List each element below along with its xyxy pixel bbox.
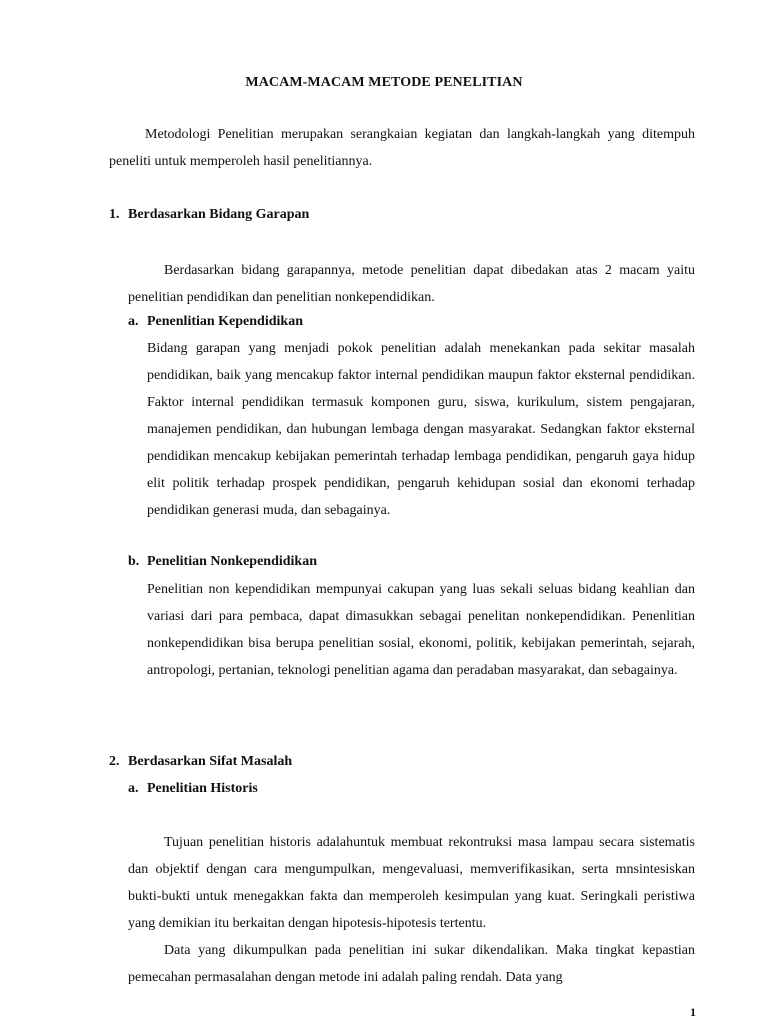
intro-paragraph: Metodologi Penelitian merupakan serangkaian kegiatan dan langkah-langkah yang ditempuh peneliti untuk memperoleh hasil penelitiannya. bbox=[109, 127, 695, 169]
section1-sub-b-body: Penelitian non kependidikan mempunyai cakupan yang luas sekali seluas bidang keahlian dan variasi dari para pembaca, dapat dimasukkan sebagai penelitan nonkependidikan. Penenlitian nonkependidikan bisa berupa penelitian sosial, ekonomi, politik, kebijakan pemerintah, sejarah, antropologi, pertanian, teknologi penelitian agama dan peradaban masyarakat, dan sebagainya. bbox=[147, 582, 695, 678]
section1-intro-paragraph: Berdasarkan bidang garapannya, metode penelitian dapat dibedakan atas 2 macam yaitu penelitian pendidikan dan penelitian nonkependidikan. bbox=[128, 263, 695, 305]
section2-sub-a-letter: a. bbox=[128, 781, 139, 796]
section1-sub-a-body: Bidang garapan yang menjadi pokok penelitian adalah menekankan pada sekitar masalah pendidikan, baik yang mencakup faktor internal pendidikan maupun faktor eksternal pendidikan. Faktor internal pendidikan termasuk komponen guru, siswa, kurikulum, sistem pengajaran, manajemen pendidikan, dan hubungan lembaga dengan masyarakat. Sedangkan faktor eksternal pendidikan mencakup kebijakan pemerintah terhadap lembaga pendidikan, pengaruh gaya hidup elit politik terhadap prospek pendidikan, pengaruh kehidupan sosial dan ekonomi terhadap pendidikan generasi muda, dan sebagainya. bbox=[147, 341, 695, 518]
section2-number: 2. bbox=[109, 754, 120, 769]
section1-sub-b-title: Penelitian Nonkependidikan bbox=[147, 554, 317, 569]
section1-sub-a-heading bbox=[128, 313, 303, 331]
section2-sub-a-heading bbox=[128, 780, 258, 798]
document-title: MACAM-MACAM METODE PENELITIAN bbox=[245, 75, 523, 90]
section1-number: 1. bbox=[109, 207, 120, 222]
page-number: 1 bbox=[690, 1005, 696, 1019]
section1-sub-b-heading bbox=[128, 553, 317, 571]
section2-title: Berdasarkan Sifat Masalah bbox=[128, 754, 293, 769]
section1-heading bbox=[109, 206, 309, 224]
section1-sub-b-letter: b. bbox=[128, 554, 140, 569]
section2-sub-a-body-2: Data yang dikumpulkan pada penelitian ini sukar dikendalikan. Maka tingkat kepastian pemecahan permasalahan dengan metode ini adalah paling rendah. Data yang bbox=[128, 943, 695, 985]
section2-heading bbox=[109, 753, 292, 771]
section1-sub-a-letter: a. bbox=[128, 314, 139, 329]
section1-sub-a-title: Penenlitian Kependidikan bbox=[147, 314, 303, 329]
section2-sub-a-body-1: Tujuan penelitian historis adalahuntuk membuat rekontruksi masa lampau secara sistematis dan objektif dengan cara mengumpulkan, mengevaluasi, memverifikasikan, serta mnsintesiskan bukti-bukti untuk menegakkan fakta dan memperoleh kesimpulan yang kuat. Seringkali peristiwa yang demikian itu berkaitan dengan hipotesis-hipotesis tertentu. bbox=[128, 835, 695, 931]
section1-title: Berdasarkan Bidang Garapan bbox=[128, 207, 310, 222]
section2-sub-a-title: Penelitian Historis bbox=[147, 781, 258, 796]
